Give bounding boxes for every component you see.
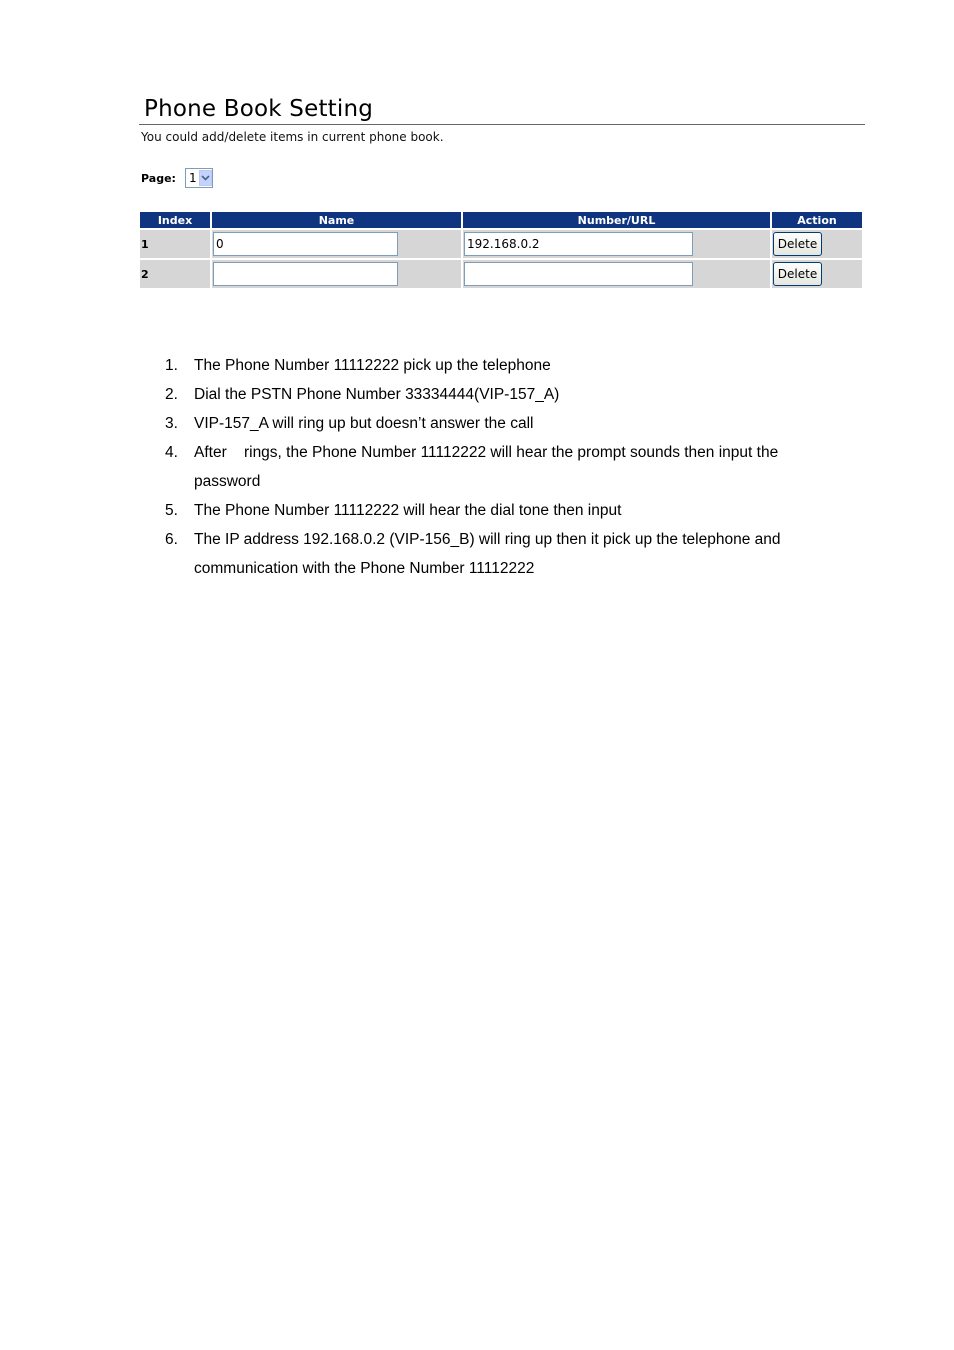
- index-cell: [140, 260, 210, 288]
- step-number: 1.: [165, 357, 178, 374]
- action-cell: [772, 230, 862, 258]
- number-url-input[interactable]: [464, 262, 693, 286]
- table-header-row: [140, 212, 862, 228]
- row-index: 2: [141, 268, 149, 281]
- step-text: The IP address 192.168.0.2 (VIP-156_B) will ring up then it pick up the telephone and communication with the Phone Number 11112222: [194, 531, 781, 577]
- pager: [139, 168, 865, 188]
- list-item: [0, 496, 814, 525]
- step-number: 3.: [165, 415, 178, 432]
- name-input[interactable]: [213, 262, 398, 286]
- step-text: The Phone Number 11112222 will hear the dial tone then input: [194, 502, 622, 519]
- name-input[interactable]: [213, 232, 398, 256]
- index-cell: [140, 230, 210, 258]
- column-header-action: Action: [772, 212, 862, 228]
- step-number: 6.: [165, 531, 178, 548]
- name-cell: [212, 260, 461, 288]
- list-item: [0, 409, 814, 438]
- column-header-index: Index: [140, 212, 210, 228]
- list-item: [0, 351, 814, 380]
- number-cell: [463, 230, 770, 258]
- step-text: VIP-157_A will ring up but doesn’t answer the call: [194, 415, 534, 432]
- list-item: [0, 525, 814, 583]
- step-number: 5.: [165, 502, 178, 519]
- step-number: 2.: [165, 386, 178, 403]
- table-row: [140, 230, 862, 258]
- page-title: Phone Book Setting: [139, 94, 865, 125]
- page-select-value: 1: [188, 171, 197, 185]
- page-description: You could add/delete items in current phone book.: [141, 130, 444, 144]
- delete-button[interactable]: Delete: [773, 232, 822, 256]
- step-text: After rings, the Phone Number 11112222 will hear the prompt sounds then input the password: [194, 444, 783, 490]
- phone-book-panel: [139, 94, 865, 290]
- name-cell: [212, 230, 461, 258]
- steps-list: [0, 351, 954, 583]
- number-url-input[interactable]: [464, 232, 693, 256]
- column-header-name: Name: [212, 212, 461, 228]
- row-index: 1: [141, 238, 149, 251]
- step-text: Dial the PSTN Phone Number 33334444(VIP-157_A): [194, 386, 560, 403]
- list-item: [0, 380, 814, 409]
- page-label: Page:: [141, 171, 176, 185]
- column-header-number: Number/URL: [463, 212, 770, 228]
- phone-book-table: [138, 210, 864, 290]
- action-cell: [772, 260, 862, 288]
- page-select[interactable]: [185, 168, 213, 188]
- step-number: 4.: [165, 444, 178, 461]
- delete-button[interactable]: Delete: [773, 262, 822, 286]
- number-cell: [463, 260, 770, 288]
- step-text: The Phone Number 11112222 pick up the telephone: [194, 357, 551, 374]
- table-row: [140, 260, 862, 288]
- list-item: [0, 438, 814, 496]
- chevron-down-icon[interactable]: [199, 170, 212, 186]
